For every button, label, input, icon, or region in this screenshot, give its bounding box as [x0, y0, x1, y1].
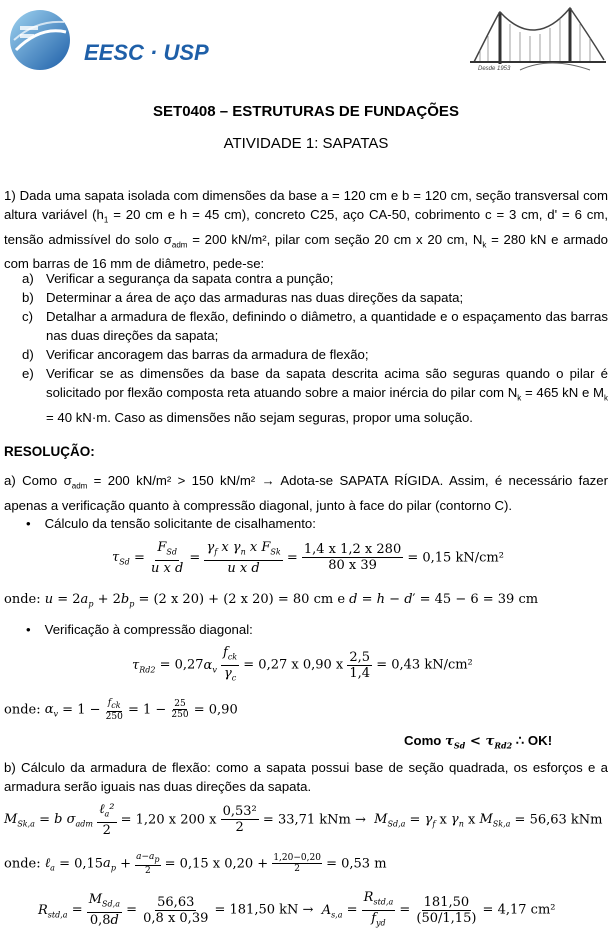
where-alpha-v: onde: $\alpha_v = 1$ − $f_{ck}$ 250 = 1 − $\frac{25}{250}$ = 0,90 [4, 698, 238, 722]
bullet-icon: • [26, 516, 31, 531]
bridge-logo [470, 4, 606, 78]
list-item: a) Verificar a segurança da sapata contra a punção; [22, 271, 334, 286]
where-u-d: onde: $u = 2a_p + 2b_p = (2$ x 20) + (2 x 20) = 80 cm e d = h − d′ = 45 − 6 = 39 cm [4, 592, 539, 609]
page-title: SET0408 – ESTRUTURAS DE FUNDAÇÕES [153, 103, 459, 120]
page-subtitle: ATIVIDADE 1: SAPATAS [223, 135, 389, 152]
list-item: b) Determinar a área de aço das armaduras nas duas direções da sapata; [22, 290, 464, 305]
bullet-icon: • [26, 622, 31, 637]
logo-text: EESC · USP [84, 40, 209, 65]
equation-rstd: $R_{std,a}$ = $\frac{M_{Sd,a}}{0,8d}$ = $\frac{56,63}{0,8 x 0,39}$ = 181,50 kN → $A_{s,a}$ = $\frac{R_{std,a}}{f_{yd}}$ = $\frac{181,50}{(50/1,15)}$ = 4,17 cm² [38, 890, 556, 928]
list-item: d) Verificar ancoragem das barras da armadura de flexão; [22, 347, 369, 362]
bullet-diagonal-compression: • Verificação à compressão diagonal: [26, 622, 253, 637]
resolution-b-text: b) Cálculo da armadura de flexão: como a sapata possui base de seção quadrada, os esforços e a armadura serão iguais nas duas direções da sapata. [4, 760, 608, 794]
equation-msk: $M_{Sk,a} = b$ $\sigma_{adm}$ $\frac{\ell_a^2}{2}$ = 1,20 x 200 x $\frac{\text{0,53²}}{2}$ = 33,71 kNm → $M_{Sd,a} = \gamma_f$ x $\gamma_n$ x $M_{Sk,a} = 56,63$ kNm [4, 802, 603, 838]
equation-tau-sd: $\tau_{Sd}$ = $\frac{F_{Sd}}{\text{u x d}}$ = $\frac{\gamma_f x \gamma_n x F_{Sk}}{\text{u x d}}$ = $\frac{1,4 x 1,2 x 280}{80 x 39}$ = 0,15 kN/cm² [112, 540, 504, 576]
where-la: onde: ℓ$_a$ = $0,15a_p$ + $\frac{a-a_p}{2}$ = 0,15 x 0,20 + $\frac{1,20-0,20}{2}$ = 0,53 m [4, 852, 387, 876]
conclusion-ok: Como $\tau_{Sd} < \tau_{Rd2}$ ∴ OK! [404, 733, 553, 751]
resolution-a-text: a) Como $\sigma_{adm} = 200$ kN/m² > 150 kN/m² → Adota-se SAPATA RÍGIDA. Assim, é necessário fazer apenas a verificação quanto à compressão diagonal, junto à face do pilar (contorno C). [4, 473, 609, 513]
bullet-shear-stress: • Cálculo da tensão solicitante de cisalhamento: [26, 516, 316, 531]
list-item: c) Detalhar a armadura de flexão, definindo o diâmetro, a quantidade e o espaçamento das barras nas duas direções da sapata; [22, 309, 608, 343]
equation-tau-rd2: $\tau_{Rd2} = 0,27\alpha_v$ $\frac{f_{ck}}{\gamma_c}$ = 0,27 x 0,90 x $\frac{2,5}{1,4}$ = 0,43 kN/cm² [132, 645, 473, 683]
list-item: e) Verificar se as dimensões da base da sapata descrita acima são seguras quando o pilar é solicitado por flexão composta reta atuando sobre a maior inércia do pilar com $N_k = 465$ kN e $M_k = 40$ kN·m. Caso as dimensões não sejam seguras, propor uma solução. [22, 366, 608, 425]
resolution-heading: RESOLUÇÃO: [4, 444, 95, 459]
eesc-usp-logo [6, 6, 216, 70]
bridge-caption: Desde 1953 [478, 66, 511, 72]
problem-items [22, 269, 608, 427]
problem-intro: 1) Dada uma sapata isolada com dimensões da base a = 120 cm e b = 120 cm, seção transversal com altura variável ($h_1 = 20$ cm e h = 45 cm), concreto C25, aço CA-50, cobrimento c = 3 cm, d' = 6 cm, tensão admissível do solo $\sigma_{adm} = 200$ kN/m², pilar com seção 20 cm x 20 cm, $N_k = 280$ kN e armado com barras de 16 mm de diâmetro, pede-se: [4, 188, 609, 272]
